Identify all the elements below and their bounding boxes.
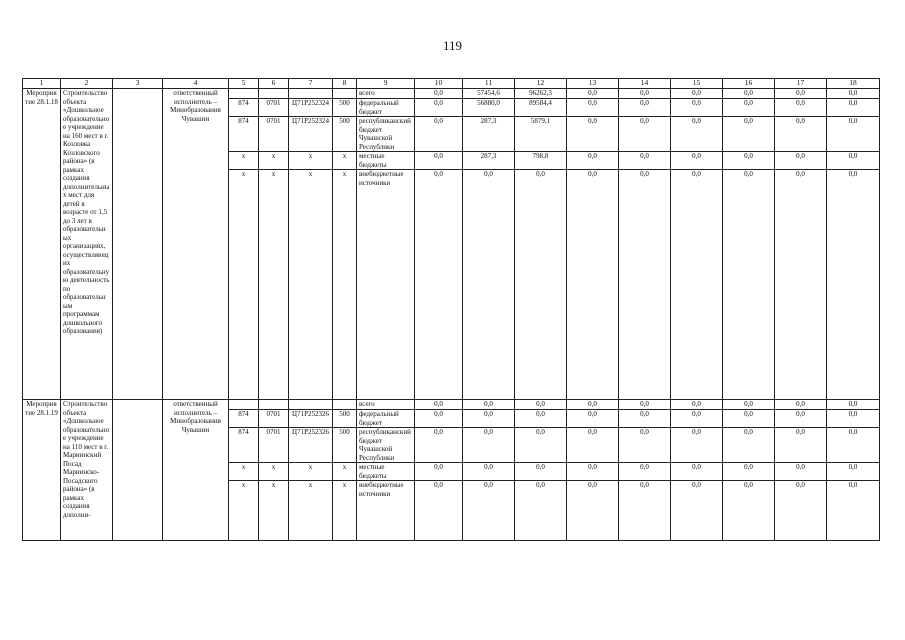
column-number-18: 18 — [827, 79, 880, 89]
code-cell-c6: x — [259, 152, 289, 170]
value-cell-col10: 0,0 — [415, 89, 463, 99]
value-cell-col10: 0,0 — [415, 99, 463, 117]
value-cell-col17: 0,0 — [775, 463, 827, 481]
column-number-6: 6 — [259, 79, 289, 89]
measure-name-cell: Строительство объекта «Дошкольное образовательное учреждение на 160 мест в г. Козловка Козловского района» (в рамках создания дополнительных мест для детей в возрасте от 1,5 до 3 лет в образовательных организациях, осуществляющих образовательную деятельность по образовательным программам дошкольного образования) — [61, 89, 113, 400]
value-cell-col12: 0,0 — [515, 428, 567, 463]
budget-table — [22, 78, 880, 541]
column-number-12: 12 — [515, 79, 567, 89]
column-number-16: 16 — [723, 79, 775, 89]
value-cell-col16: 0,0 — [723, 99, 775, 117]
code-cell-c5 — [229, 89, 259, 99]
value-cell-col14: 0,0 — [619, 152, 671, 170]
value-cell-col13: 0,0 — [567, 463, 619, 481]
value-cell-col15: 0,0 — [671, 99, 723, 117]
funding-source-cell: внебюджетные источники — [357, 170, 415, 400]
column-number-7: 7 — [289, 79, 333, 89]
value-cell-col18: 0,0 — [827, 99, 880, 117]
column-number-3: 3 — [113, 79, 163, 89]
value-cell-col12: 96262,3 — [515, 89, 567, 99]
value-cell-col12: 0,0 — [515, 400, 567, 410]
value-cell-col18: 0,0 — [827, 410, 880, 428]
code-cell-c6: 0701 — [259, 410, 289, 428]
code-cell-c5: 874 — [229, 117, 259, 152]
code-cell-c6 — [259, 400, 289, 410]
value-cell-col16: 0,0 — [723, 152, 775, 170]
value-cell-col11: 0,0 — [463, 170, 515, 400]
blank-cell — [113, 400, 163, 541]
value-cell-col15: 0,0 — [671, 170, 723, 400]
code-cell-c6: x — [259, 170, 289, 400]
value-cell-col14: 0,0 — [619, 410, 671, 428]
value-cell-col10: 0,0 — [415, 481, 463, 541]
column-number-14: 14 — [619, 79, 671, 89]
code-cell-c8 — [333, 89, 357, 99]
value-cell-col10: 0,0 — [415, 170, 463, 400]
value-cell-col16: 0,0 — [723, 428, 775, 463]
executor-cell: ответственный исполнитель – Минобразования Чувашии — [163, 89, 229, 400]
column-number-4: 4 — [163, 79, 229, 89]
page-number: 119 — [442, 38, 463, 53]
value-cell-col15: 0,0 — [671, 481, 723, 541]
value-cell-col10: 0,0 — [415, 428, 463, 463]
code-cell-c7 — [289, 89, 333, 99]
value-cell-col12: 0,0 — [515, 170, 567, 400]
value-cell-col10: 0,0 — [415, 463, 463, 481]
code-cell-c5: 874 — [229, 99, 259, 117]
code-cell-c7: x — [289, 170, 333, 400]
value-cell-col17: 0,0 — [775, 400, 827, 410]
code-cell-c7: x — [289, 152, 333, 170]
code-cell-c7 — [289, 400, 333, 410]
value-cell-col15: 0,0 — [671, 152, 723, 170]
code-cell-c5: x — [229, 463, 259, 481]
code-cell-c5: x — [229, 152, 259, 170]
funding-source-cell: федеральный бюджет — [357, 99, 415, 117]
value-cell-col11: 0,0 — [463, 428, 515, 463]
code-cell-c7: Ц71Р252324 — [289, 99, 333, 117]
code-cell-c6: 0701 — [259, 99, 289, 117]
value-cell-col11: 287,3 — [463, 152, 515, 170]
value-cell-col17: 0,0 — [775, 428, 827, 463]
code-cell-c8 — [333, 400, 357, 410]
value-cell-col16: 0,0 — [723, 170, 775, 400]
value-cell-col16: 0,0 — [723, 481, 775, 541]
column-number-8: 8 — [333, 79, 357, 89]
value-cell-col18: 0,0 — [827, 400, 880, 410]
code-cell-c8: 500 — [333, 117, 357, 152]
value-cell-col15: 0,0 — [671, 117, 723, 152]
value-cell-col18: 0,0 — [827, 89, 880, 99]
column-number-row — [23, 79, 880, 89]
value-cell-col18: 0,0 — [827, 481, 880, 541]
value-cell-col18: 0,0 — [827, 463, 880, 481]
column-number-2: 2 — [61, 79, 113, 89]
code-cell-c5: x — [229, 481, 259, 541]
code-cell-c8: x — [333, 481, 357, 541]
funding-source-cell: всего — [357, 89, 415, 99]
value-cell-col13: 0,0 — [567, 428, 619, 463]
column-number-1: 1 — [23, 79, 61, 89]
column-number-9: 9 — [357, 79, 415, 89]
code-cell-c8: 500 — [333, 428, 357, 463]
value-cell-col11: 56880,0 — [463, 99, 515, 117]
value-cell-col15: 0,0 — [671, 463, 723, 481]
value-cell-col11: 0,0 — [463, 400, 515, 410]
code-cell-c5 — [229, 400, 259, 410]
blank-cell — [113, 89, 163, 400]
value-cell-col17: 0,0 — [775, 99, 827, 117]
code-cell-c6 — [259, 89, 289, 99]
value-cell-col14: 0,0 — [619, 117, 671, 152]
value-cell-col18: 0,0 — [827, 117, 880, 152]
value-cell-col17: 0,0 — [775, 117, 827, 152]
value-cell-col13: 0,0 — [567, 481, 619, 541]
measure-cell: Мероприятие 28.1.19 — [23, 400, 61, 541]
column-number-10: 10 — [415, 79, 463, 89]
code-cell-c7: x — [289, 481, 333, 541]
column-number-11: 11 — [463, 79, 515, 89]
value-cell-col15: 0,0 — [671, 410, 723, 428]
value-cell-col12: 0,0 — [515, 463, 567, 481]
funding-source-cell: внебюджетные источники — [357, 481, 415, 541]
code-cell-c6: x — [259, 463, 289, 481]
column-number-5: 5 — [229, 79, 259, 89]
value-cell-col15: 0,0 — [671, 428, 723, 463]
value-cell-col13: 0,0 — [567, 170, 619, 400]
code-cell-c8: 500 — [333, 99, 357, 117]
value-cell-col14: 0,0 — [619, 481, 671, 541]
value-cell-col14: 0,0 — [619, 89, 671, 99]
funding-source-cell: всего — [357, 400, 415, 410]
value-cell-col11: 0,0 — [463, 410, 515, 428]
value-cell-col13: 0,0 — [567, 152, 619, 170]
code-cell-c5: x — [229, 170, 259, 400]
value-cell-col17: 0,0 — [775, 89, 827, 99]
value-cell-col14: 0,0 — [619, 463, 671, 481]
funding-source-cell: местные бюджеты — [357, 463, 415, 481]
value-cell-col16: 0,0 — [723, 410, 775, 428]
code-cell-c5: 874 — [229, 428, 259, 463]
value-cell-col11: 0,0 — [463, 463, 515, 481]
funding-source-cell: федеральный бюджет — [357, 410, 415, 428]
value-cell-col14: 0,0 — [619, 99, 671, 117]
value-cell-col17: 0,0 — [775, 410, 827, 428]
value-cell-col18: 0,0 — [827, 170, 880, 400]
code-cell-c8: 500 — [333, 410, 357, 428]
value-cell-col13: 0,0 — [567, 99, 619, 117]
code-cell-c8: x — [333, 463, 357, 481]
value-cell-col14: 0,0 — [619, 400, 671, 410]
value-cell-col13: 0,0 — [567, 117, 619, 152]
value-cell-col17: 0,0 — [775, 481, 827, 541]
value-cell-col18: 0,0 — [827, 152, 880, 170]
value-cell-col17: 0,0 — [775, 170, 827, 400]
code-cell-c7: x — [289, 463, 333, 481]
value-cell-col11: 57454,6 — [463, 89, 515, 99]
column-number-17: 17 — [775, 79, 827, 89]
value-cell-col10: 0,0 — [415, 117, 463, 152]
value-cell-col12: 89584,4 — [515, 99, 567, 117]
code-cell-c5: 874 — [229, 410, 259, 428]
code-cell-c8: x — [333, 170, 357, 400]
value-cell-col16: 0,0 — [723, 400, 775, 410]
value-cell-col13: 0,0 — [567, 410, 619, 428]
code-cell-c7: Ц71Р252326 — [289, 428, 333, 463]
code-cell-c8: x — [333, 152, 357, 170]
value-cell-col11: 0,0 — [463, 481, 515, 541]
value-cell-col14: 0,0 — [619, 170, 671, 400]
value-cell-col14: 0,0 — [619, 428, 671, 463]
column-number-15: 15 — [671, 79, 723, 89]
value-cell-col11: 287,3 — [463, 117, 515, 152]
value-cell-col15: 0,0 — [671, 89, 723, 99]
value-cell-col15: 0,0 — [671, 400, 723, 410]
value-cell-col16: 0,0 — [723, 463, 775, 481]
value-cell-col12: 0,0 — [515, 410, 567, 428]
value-cell-col17: 0,0 — [775, 152, 827, 170]
value-cell-col12: 5879,1 — [515, 117, 567, 152]
measure-cell: Мероприятие 28.1.18 — [23, 89, 61, 400]
value-cell-col16: 0,0 — [723, 117, 775, 152]
column-number-13: 13 — [567, 79, 619, 89]
code-cell-c6: x — [259, 481, 289, 541]
value-cell-col10: 0,0 — [415, 152, 463, 170]
code-cell-c7: Ц71Р252326 — [289, 410, 333, 428]
value-cell-col13: 0,0 — [567, 400, 619, 410]
code-cell-c6: 0701 — [259, 117, 289, 152]
funding-source-cell: республиканский бюджет Чувашской Республики — [357, 428, 415, 463]
funding-source-cell: республиканский бюджет Чувашской Республики — [357, 117, 415, 152]
value-cell-col18: 0,0 — [827, 428, 880, 463]
value-cell-col10: 0,0 — [415, 410, 463, 428]
value-cell-col12: 0,0 — [515, 481, 567, 541]
code-cell-c7: Ц71Р252324 — [289, 117, 333, 152]
table-row — [23, 400, 880, 410]
value-cell-col12: 798,8 — [515, 152, 567, 170]
value-cell-col13: 0,0 — [567, 89, 619, 99]
measure-name-cell: Строительство объекта «Дошкольное образовательное учреждение на 110 мест в г. Мариинский Посад Мариинско-Посадского района» (в рамках создания дополни- — [61, 400, 113, 541]
value-cell-col10: 0,0 — [415, 400, 463, 410]
funding-source-cell: местные бюджеты — [357, 152, 415, 170]
code-cell-c6: 0701 — [259, 428, 289, 463]
executor-cell: ответственный исполнитель – Минобразования Чувашии — [163, 400, 229, 541]
table-row — [23, 89, 880, 99]
value-cell-col16: 0,0 — [723, 89, 775, 99]
